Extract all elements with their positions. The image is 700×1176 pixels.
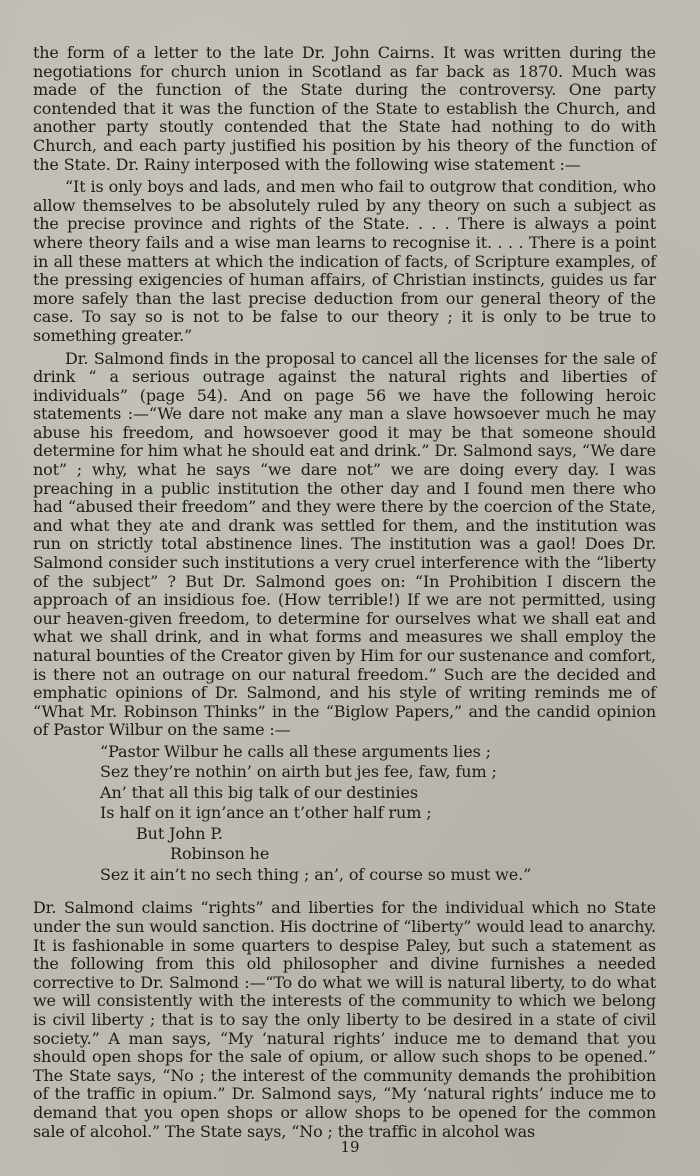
paragraph-4: Dr. Salmond claims “rights” and liberties for the individual which no State under the sun would sanction. His doctrine of “liberty” would lead to anarchy. It is fashionable in some quarters to despise Paley, but such a statement as the following from this old philosopher and divine furnishes a needed corrective to Dr. Salmond :—“To do what we will is natural liberty, to do what we will consistently with the interests of the community to which we belong is civil liberty ; that is to say the only liberty to be desired in a state of civil society.” A man says, “My ‘natural rights’ induce me to demand that you should open shops for the sale of opium, or allow such shops to be opened.” The State says, “No ; the interest of the community demands the prohibition of the traffic in opium.” Dr. Salmond says, “My ‘natural rights’ induce me to demand that you open shops or allow shops to be opened for the common sale of alcohol.” The State says, “No ; the traffic in alcohol was — [33, 898, 656, 1141]
verse-line: Is half on it ign’ance an t’other half rum ; — [100, 803, 432, 823]
verse-line: But John P. — [136, 823, 223, 843]
paragraph-3: Dr. Salmond finds in the proposal to cancel all the licenses for the sale of drink “ a serious outrage against the natural rights and liberties of individuals” (page 54). And on page 56 we have the following heroic statements :—“We dare not make any man a slave howsoever much he may abuse his freedom, and howsoever good it may be that someone should determine for him what he should eat and drink.” Dr. Salmond says, “We dare not” ; why, what he says “we dare not” we are doing every day. I was preaching in a public institution the other day and I found men there who had “abused their freedom” and they were there by the coercion of the State, and what they ate and drank was settled for them, and the institution was run on strictly total abstinence lines. The institution was a gaol! Does Dr. Salmond consider such institutions a very cruel interference with the “liberty of the subject” ? But Dr. Salmond goes on: “In Prohibition I discern the approach of an insidious foe. (How terrible!) If we are not permitted, using our heaven-given freedom, to determine for ourselves what we shall eat and what we shall drink, and in what forms and measures we shall employ the natural bounties of the Creator given by Him for our sustenance and comfort, is there not an outrage on our natural freedom.” Such are the decided and emphatic opinions of Dr. Salmond, and his style of writing reminds me of “What Mr. Robinson Thinks” in the “Biglow Papers,” and the candid opinion of Pastor Wilbur on the same :— — [33, 348, 656, 740]
verse-line: “Pastor Wilbur he calls all these arguments lies ; — [100, 741, 491, 761]
paragraph-1: the form of a letter to the late Dr. John Cairns. It was written during the negotiations for church union in Scotland as far back as 1870. Much was made of the function of the State during the controversy. One party contended that it was the function of the State to establish the Church, and another party stoutly contended that the State had nothing to do with Church, and each party justified his position by his theory of the function of the State. Dr. Rainy interposed with the following wise statement :— — [33, 43, 656, 174]
verse-line: Robinson he — [170, 844, 270, 864]
verse-block — [100, 742, 656, 886]
page-number: 19 — [340, 1138, 360, 1156]
paragraph-2: “It is only boys and lads, and men who fail to outgrow that condition, who allow themselves to be absolutely ruled by any theory on such a subject as the precise province and rights of the State. . . . There is always a point where theory fails and a wise man learns to recognise it. . . . There is a point in all these matters at which the indication of facts, of Scripture examples, of the pressing exigencies of human affairs, of Christian instincts, guides us far more safely than the last precise deduction from our general theory of the case. To say so is not to be false to our theory ; it is only to be true to something greater.” — [33, 177, 656, 345]
verse-line: Sez it ain’t no sech thing ; an’, of course so must we.” — [100, 864, 532, 884]
verse-line: An’ that all this big talk of our destinies — [100, 782, 418, 802]
verse-line: Sez they’re nothin’ on airth but jes fee, faw, fum ; — [100, 762, 497, 782]
page-body — [33, 44, 656, 1141]
